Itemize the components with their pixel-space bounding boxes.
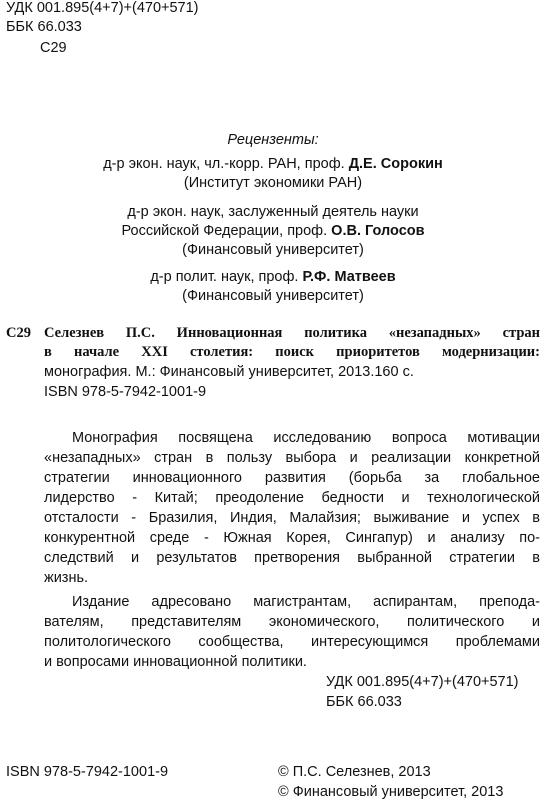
catalog-title-line1: Селезнев П.С. Инновационная политика «незападных» стран xyxy=(44,325,540,341)
abstract-p1-last-line: жизнь. xyxy=(44,570,89,586)
reviewer-3-line xyxy=(0,269,546,285)
abstract-p2-last-line: и вопросами инновационной политики. xyxy=(44,654,307,670)
udk-code: УДК 001.895(4+7)+(470+571) xyxy=(326,674,519,690)
abstract-p1-line: следствий и результатов претворения выбранной стратегии в xyxy=(44,550,540,566)
abstract-p1-line: Монография посвящена исследованию вопроса мотивации xyxy=(72,430,540,446)
catalog-code-header: С29 xyxy=(40,40,67,56)
abstract-p2-line: политологического сообщества, интересующимся проблемами xyxy=(44,634,540,650)
catalog-publication: монография. М.: Финансовый университет, 2013.160 с. xyxy=(44,364,414,380)
reviewer-1-name: Д.Е. Сорокин xyxy=(348,156,443,172)
udk-header: УДК 001.895(4+7)+(470+571) xyxy=(6,0,199,16)
abstract-p1-line: «незападных» стран в пользу выбора и реализации конкретной xyxy=(44,450,540,466)
abstract-p1-line: отсталости - Бразилия, Индия, Малайзия; выживание и успех в xyxy=(44,510,540,526)
reviewer-2-line1: д-р экон. наук, заслуженный деятель науки xyxy=(127,204,419,220)
reviewer-2-credentials: Российской Федерации, проф. xyxy=(121,223,332,239)
reviewer-2-line2 xyxy=(0,223,546,239)
reviewer-1-org: (Институт экономики РАН) xyxy=(183,175,363,191)
bbk-code: ББК 66.033 xyxy=(326,694,402,710)
catalog-isbn: ISBN 978-5-7942-1001-9 xyxy=(44,384,207,400)
reviewer-3-credentials: д-р полит. наук, проф. xyxy=(150,269,303,285)
bbk-header: ББК 66.033 xyxy=(6,19,82,35)
abstract-p1-line: лидерство - Китай; преодоление бедности и технологической xyxy=(44,490,540,506)
abstract-p1-line: стратегии инновационного развития (борьба за глобальное xyxy=(44,470,540,486)
reviewer-1-credentials: д-р экон. наук, чл.-корр. РАН, проф. xyxy=(103,156,349,172)
copyright-publisher: © Финансовый университет, 2013 xyxy=(278,784,504,800)
catalog-code: С29 xyxy=(6,325,31,341)
abstract-p1-line: конкурентной среде - Южная Корея, Сингапур) и анализу по- xyxy=(44,530,540,546)
reviewers-title: Рецензенты: xyxy=(227,132,319,148)
reviewer-3-name: Р.Ф. Матвеев xyxy=(302,269,396,285)
reviewer-2-name: О.В. Голосов xyxy=(331,223,425,239)
catalog-title-line2: в начале XXI столетия: поиск приоритетов модернизации: xyxy=(44,344,540,360)
abstract-p2-line: вателям, представителям экономического, политического и xyxy=(44,614,540,630)
reviewer-2-org: (Финансовый университет) xyxy=(182,242,364,258)
copyright-author: © П.С. Селезнев, 2013 xyxy=(278,764,431,780)
reviewer-3-org: (Финансовый университет) xyxy=(182,288,364,304)
abstract-p2-line: Издание адресовано магистрантам, аспирантам, препода- xyxy=(72,594,540,610)
reviewer-1-line xyxy=(0,156,546,172)
footer-isbn: ISBN 978-5-7942-1001-9 xyxy=(6,764,169,780)
